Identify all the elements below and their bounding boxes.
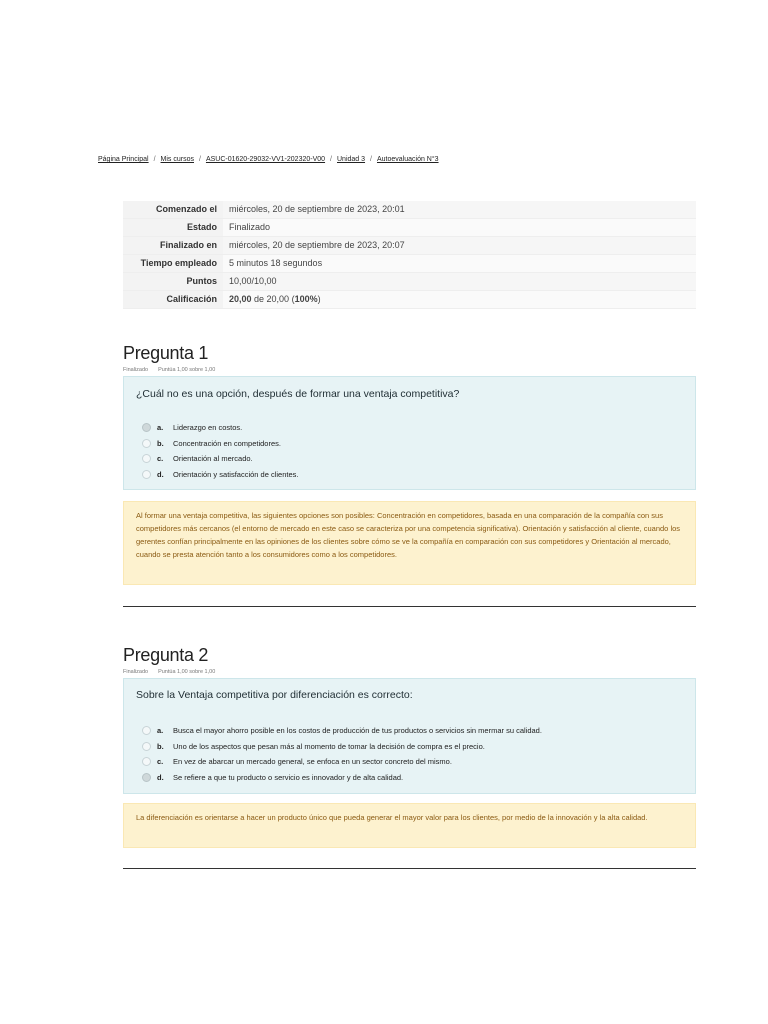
question-2-title: Pregunta 2 (123, 645, 209, 665)
summary-label-grade: Calificación (123, 291, 223, 309)
table-row (123, 201, 696, 219)
radio-button-selected[interactable] (142, 423, 151, 432)
summary-value-grade (223, 291, 696, 309)
radio-button[interactable] (142, 470, 151, 479)
summary-label-finished: Finalizado en (123, 237, 223, 255)
question-1-answers (142, 420, 298, 482)
breadcrumb-separator: / (153, 156, 156, 163)
breadcrumb-home-link[interactable]: Página Principal (98, 156, 149, 163)
answer-option-a[interactable] (142, 723, 542, 739)
answer-option-b[interactable] (142, 739, 542, 755)
answer-text: Liderazgo en costos. (173, 423, 243, 433)
summary-value-state: Finalizado (223, 219, 696, 237)
answer-text: Uno de los aspectos que pesan más al momento de tomar la decisión de compra es el precio. (173, 741, 485, 751)
answer-text: En vez de abarcar un mercado general, se enfoca en un sector concreto del mismo. (173, 757, 452, 767)
table-row (123, 219, 696, 237)
question-2-text: Sobre la Ventaja competitiva por diferenciación es correcto: (136, 689, 413, 701)
question-1-box (123, 376, 696, 490)
table-row (123, 237, 696, 255)
question-1-score: Puntúa 1,00 sobre 1,00 (158, 367, 216, 373)
question-2-status: Finalizado (123, 669, 149, 675)
table-row (123, 291, 696, 309)
grade-text: de 20,00 ( (251, 294, 295, 304)
summary-label-state: Estado (123, 219, 223, 237)
radio-button[interactable] (142, 439, 151, 448)
answer-option-a[interactable] (142, 420, 298, 436)
radio-button[interactable] (142, 726, 151, 735)
grade-percent: 100% (294, 294, 318, 304)
radio-button[interactable] (142, 454, 151, 463)
question-2-box (123, 678, 696, 794)
summary-value-marks: 10,00/10,00 (223, 273, 696, 291)
answer-letter: a. (157, 423, 164, 433)
breadcrumb-separator: / (330, 156, 332, 163)
question-2-answers (142, 723, 542, 785)
answer-option-b[interactable] (142, 436, 298, 452)
breadcrumb-separator: / (199, 156, 201, 163)
answer-letter: c. (157, 454, 164, 464)
breadcrumb-my-courses-link[interactable]: Mis cursos (160, 156, 194, 163)
answer-letter: b. (157, 741, 164, 751)
table-row (123, 255, 696, 273)
answer-option-c[interactable] (142, 451, 298, 467)
radio-button-selected[interactable] (142, 773, 151, 782)
answer-text: Concentración en competidores. (173, 438, 281, 448)
question-divider (123, 868, 696, 869)
breadcrumb (98, 156, 439, 163)
question-1-status: Finalizado (123, 367, 149, 373)
summary-value-time-taken: 5 minutos 18 segundos (223, 255, 696, 273)
question-divider (123, 606, 696, 607)
summary-value-started: miércoles, 20 de septiembre de 2023, 20:01 (223, 201, 696, 219)
answer-letter: c. (157, 757, 164, 767)
answer-letter: a. (157, 726, 164, 736)
answer-option-d[interactable] (142, 770, 542, 786)
breadcrumb-quiz-link[interactable]: Autoevaluación N°3 (376, 156, 439, 163)
radio-button[interactable] (142, 742, 151, 751)
answer-text: Se refiere a que tu producto o servicio es innovador y de alta calidad. (173, 772, 404, 782)
table-row (123, 273, 696, 291)
question-2-score: Puntúa 1,00 sobre 1,00 (158, 669, 216, 675)
summary-value-finished: miércoles, 20 de septiembre de 2023, 20:07 (223, 237, 696, 255)
question-1-title: Pregunta 1 (123, 343, 209, 363)
summary-label-time-taken: Tiempo empleado (123, 255, 223, 273)
answer-text: Busca el mayor ahorro posible en los costos de producción de tus productos o servicios sin mermar su calidad. (173, 726, 542, 736)
breadcrumb-separator: / (370, 156, 372, 163)
question-1-feedback: Al formar una ventaja competitiva, las siguientes opciones son posibles: Concentración en competidores, basada en una comparación de la compañía con sus competidores más cercanos (el entorno de mercado en este caso se caracteriza por una competencia significativa). Orientación y satisfacción al cliente, cuando los gerentes confían principalmente en las opiniones de los clientes sobre cómo se ve la compañía en comparación con sus competidores y Orientación al mercado, cuando se presta atención tanto a los consumidores como a los competidores. (123, 501, 696, 585)
question-1-text: ¿Cuál no es una opción, después de formar una ventaja competitiva? (136, 388, 460, 400)
question-2-feedback: La diferenciación es orientarse a hacer un producto único que pueda generar el mayor valor para los clientes, por medio de la innovación y la alta calidad. (123, 803, 696, 848)
answer-text: Orientación al mercado. (173, 454, 253, 464)
answer-text: Orientación y satisfacción de clientes. (173, 469, 299, 479)
answer-letter: d. (157, 469, 164, 479)
summary-label-marks: Puntos (123, 273, 223, 291)
question-2-meta (123, 669, 225, 675)
question-1-meta (123, 367, 225, 373)
answer-letter: b. (157, 438, 164, 448)
answer-option-d[interactable] (142, 467, 298, 483)
breadcrumb-unit-link[interactable]: Unidad 3 (337, 156, 366, 163)
answer-option-c[interactable] (142, 754, 542, 770)
summary-label-started: Comenzado el (123, 201, 223, 219)
attempt-summary-table (123, 201, 696, 309)
breadcrumb-course-link[interactable]: ASUC-01620-29032-VV1-202320-V00 (205, 156, 326, 163)
radio-button[interactable] (142, 757, 151, 766)
answer-letter: d. (157, 772, 164, 782)
grade-value: 20,00 (229, 294, 252, 304)
grade-close: ) (317, 294, 321, 304)
